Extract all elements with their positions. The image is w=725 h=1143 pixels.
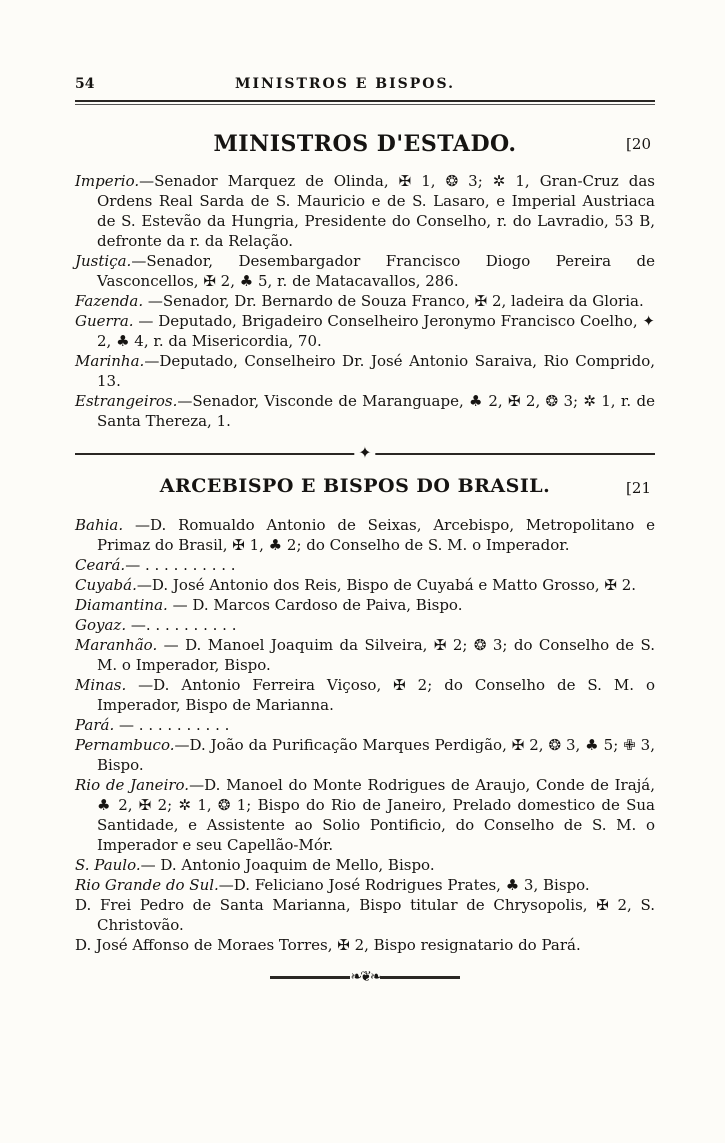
entry-label: S. Paulo.	[75, 856, 141, 874]
entry-label: Estrangeiros.	[75, 392, 178, 410]
entry-label: Bahia.	[75, 516, 124, 534]
entry-text: — Deputado, Brigadeiro Conselheiro Jeronymo Francisco Coelho, ✦ 2, ♣ 4, r. da Misericordia, 70.	[97, 312, 655, 350]
ministros-section-number: [20	[626, 135, 651, 153]
bispos-heading	[75, 475, 655, 515]
entry-text: —Senador, Dr. Bernardo de Souza Franco, ✠ 2, ladeira da Gloria.	[143, 292, 644, 310]
bispos-entry	[75, 575, 655, 595]
entry-label: Pará.	[75, 716, 115, 734]
ministros-entry	[75, 391, 655, 431]
entry-label: Maranhão.	[75, 636, 158, 654]
entry-text: — . . . . . . . . . .	[125, 556, 236, 574]
entry-text: —Senador, Visconde de Maranguape, ♣ 2, ✠ 2, ❂ 3; ✲ 1, r. de Santa Thereza, 1.	[97, 392, 655, 430]
section-divider	[75, 445, 655, 465]
entry-text: D. Frei Pedro de Santa Marianna, Bispo titular de Chrysopolis, ✠ 2, S. Christovão.	[75, 896, 655, 934]
entry-label: Imperio.	[75, 172, 140, 190]
entry-label: Cuyabá.	[75, 576, 137, 594]
entry-text: —D. Feliciano José Rodrigues Prates, ♣ 3, Bispo.	[218, 876, 590, 894]
ministros-entry	[75, 171, 655, 251]
entry-text: — D. Manoel Joaquim da Silveira, ✠ 2; ❂ 3; do Conselho de S. M. o Imperador, Bispo.	[97, 636, 655, 674]
bispos-entry	[75, 875, 655, 895]
entry-text: — D. Antonio Joaquim de Mello, Bispo.	[140, 856, 435, 874]
header-rule-thin	[75, 104, 655, 105]
bispos-title: ARCEBISPO E BISPOS DO BRASIL.	[159, 475, 551, 497]
entry-label: Pernambuco.	[75, 736, 175, 754]
ministros-list	[75, 171, 655, 431]
header-rule	[75, 100, 655, 102]
entry-label: Ceará.	[75, 556, 126, 574]
bispos-entry	[75, 675, 655, 715]
bispos-entry	[75, 735, 655, 775]
entry-label: Fazenda.	[75, 292, 144, 310]
ministros-entry	[75, 351, 655, 391]
bispos-section-number: [21	[626, 479, 651, 497]
running-title: MINISTROS E BISPOS.	[235, 76, 455, 92]
bispos-entry	[75, 595, 655, 615]
entry-text: —D. João da Purificação Marques Perdigão, ✠ 2, ❂ 3, ♣ 5; ✙ 3, Bispo.	[97, 736, 655, 774]
ministros-entry	[75, 311, 655, 351]
ministros-entry	[75, 291, 655, 311]
bispos-entry	[75, 635, 655, 675]
bispos-list	[75, 515, 655, 955]
running-head	[75, 72, 655, 98]
entry-label: Marinha.	[75, 352, 145, 370]
bispos-entry	[75, 515, 655, 555]
entry-text: —D. Antonio Ferreira Viçoso, ✠ 2; do Conselho de S. M. o Imperador, Bispo de Marianna.	[97, 676, 655, 714]
entry-text: —D. José Antonio dos Reis, Bispo de Cuyabá e Matto Grosso, ✠ 2.	[136, 576, 637, 594]
entry-label: Rio Grande do Sul.	[75, 876, 219, 894]
entry-text: —Deputado, Conselheiro Dr. José Antonio Saraiva, Rio Comprido, 13.	[97, 352, 655, 390]
bispos-entry	[75, 855, 655, 875]
ministros-title: MINISTROS D'ESTADO.	[213, 131, 517, 157]
bispos-entry	[75, 715, 655, 735]
entry-label: Justiça.	[75, 252, 132, 270]
entry-label: Diamantina.	[75, 596, 168, 614]
ministros-entry	[75, 251, 655, 291]
book-page	[75, 72, 655, 985]
fleuron-ornament-icon: ✦	[354, 445, 375, 461]
entry-text: —Senador Marquez de Olinda, ✠ 1, ❂ 3; ✲ 1, Gran-Cruz das Ordens Real Sarda de S. Mauricio e de S. Lasaro, e Imperial Austriaca de S. Estevão da Hungria, Presidente do Conselho, r. do Lavradio, 53 B, defronte da r. da Relação.	[97, 172, 655, 250]
bispos-entry	[75, 935, 655, 955]
ministros-heading	[75, 131, 655, 171]
bispos-entry	[75, 775, 655, 855]
entry-label: Guerra.	[75, 312, 134, 330]
entry-text: —Senador, Desembargador Francisco Diogo Pereira de Vasconcellos, ✠ 2, ♣ 5, r. de Matacavallos, 286.	[97, 252, 655, 290]
tailpiece-ornament-icon: ❧❦❧	[75, 969, 655, 985]
bispos-entry	[75, 615, 655, 635]
entry-label: Rio de Janeiro.	[75, 776, 190, 794]
entry-label: Goyaz.	[75, 616, 127, 634]
entry-text: — D. Marcos Cardoso de Paiva, Bispo.	[167, 596, 463, 614]
entry-text: —. . . . . . . . . .	[126, 616, 237, 634]
bispos-entry	[75, 895, 655, 935]
entry-label: Minas.	[75, 676, 127, 694]
bispos-entry	[75, 555, 655, 575]
entry-text: —D. Manoel do Monte Rodrigues de Araujo, Conde de Irajá, ♣ 2, ✠ 2; ✲ 1, ❂ 1; Bispo do Rio de Janeiro, Prelado domestico de Sua Santidade, e Assistente ao Solio Pontificio, do Conselho de S. M. o Imperador e seu Capellão-Mór.	[97, 776, 655, 854]
page-number: 54	[75, 76, 95, 92]
entry-text: D. José Affonso de Moraes Torres, ✠ 2, Bispo resignatario do Pará.	[75, 936, 581, 954]
entry-text: —D. Romualdo Antonio de Seixas, Arcebispo, Metropolitano e Primaz do Brasil, ✠ 1, ♣ 2; do Conselho de S. M. o Imperador.	[97, 516, 655, 554]
entry-text: — . . . . . . . . . .	[114, 716, 230, 734]
